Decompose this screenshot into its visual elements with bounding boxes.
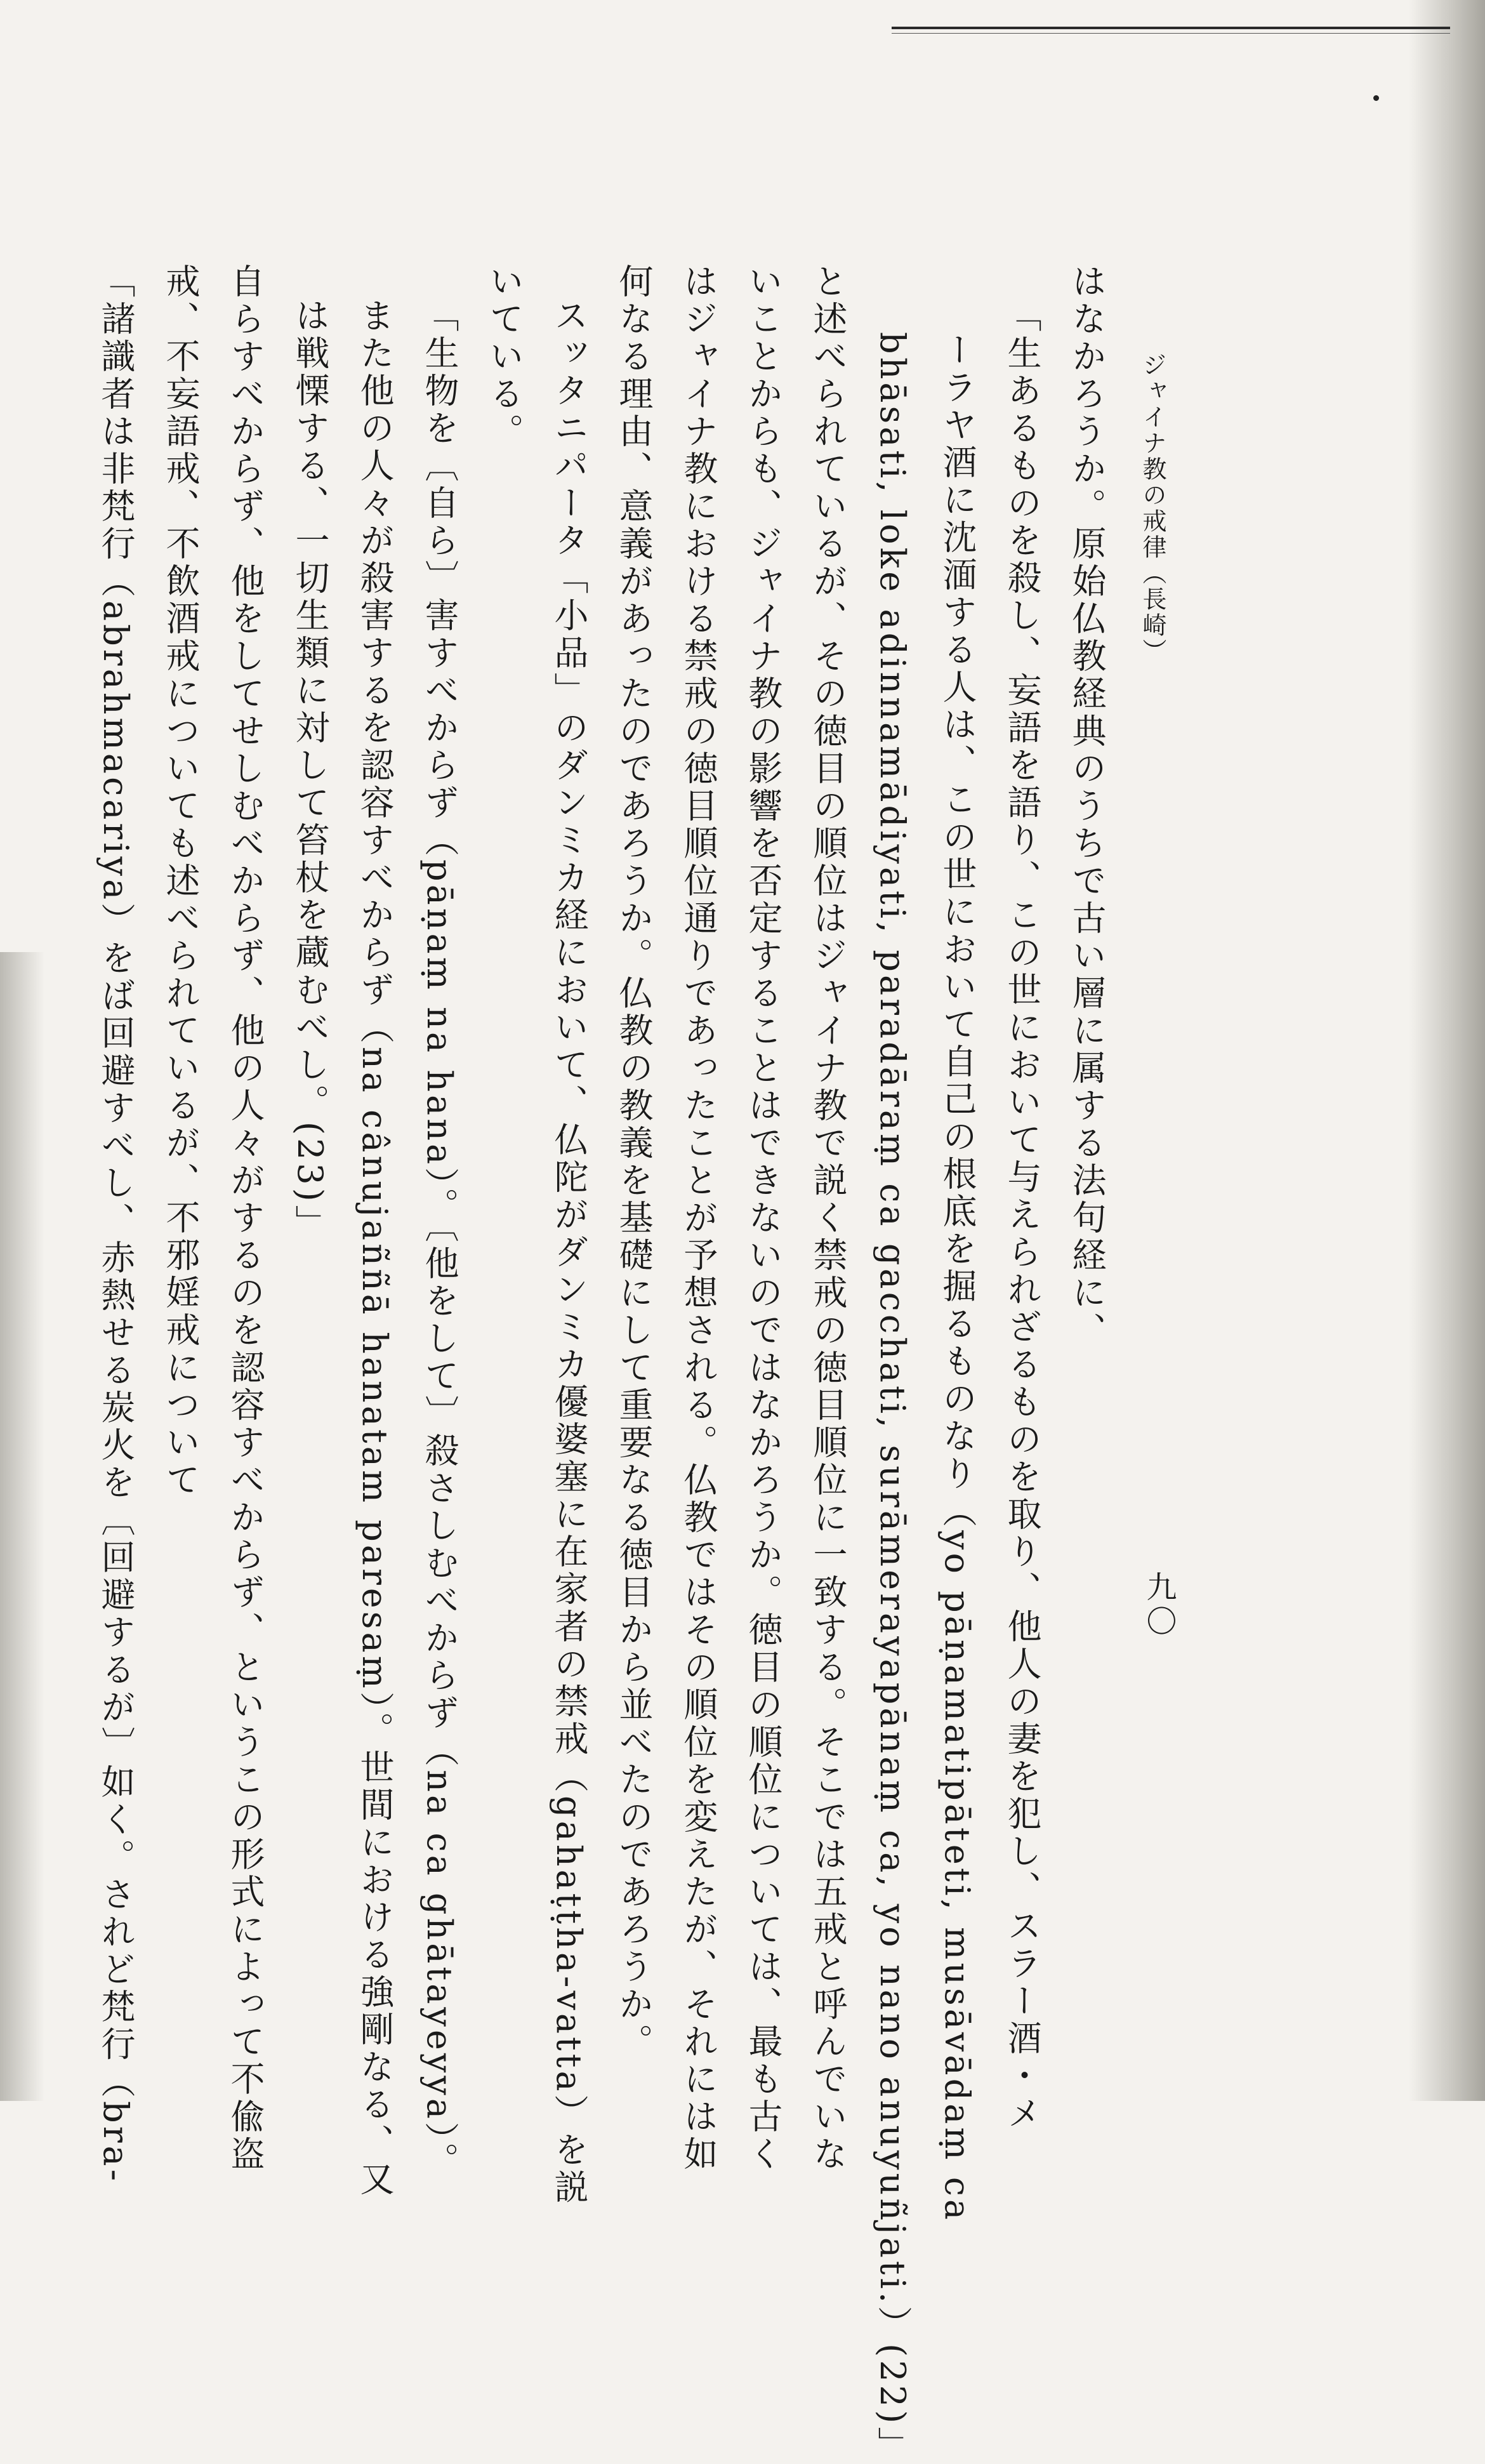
scan-shadow-right [1409, 0, 1485, 2101]
text-column-7: はジャイナ教における禁戒の徳目順位通りであったことが予想される。仏教ではその順位を変えたが、それには如 [678, 263, 718, 2173]
text-column-16: 「諸識者は非梵行（abrahmacariya）をば回避すべし、赤熱せる炭火を〔回避するが〕如く。されど梵行（bra- [96, 263, 136, 2184]
text-column-13: は戦慄する、一切生類に対して笞杖を蔵むべし。(23)」 [290, 298, 330, 1242]
text-column-8: 何なる理由、意義があったのであろうか。仏教の教義を基礎にして重要なる徳目から並べたのであろうか。 [614, 263, 654, 2061]
text-column-1: はなかろうか。原始仏教経典のうちで古い層に属する法句経に、 [1067, 263, 1107, 1349]
text-column-3: ーラヤ酒に沈湎する人は、この世において自己の根底を掘るものなり（yo pāṇamatipāteti, musāvādaṃ ca [937, 332, 977, 2223]
text-column-15: 戒、不妄語戒、不飲酒戒についても述べられているが、不邪婬戒について [161, 263, 201, 1499]
text-column-10: いている。 [484, 263, 524, 451]
text-column-2: 「生あるものを殺し、妄語を語り、この世において与えられざるものを取り、他人の妻を犯し、スラー酒・メ [1002, 298, 1042, 2133]
text-column-11: 「生物を〔自ら〕害すべからず（pāṇaṃ na hana）。〔他をして〕殺さしむべからず（na ca ghātayeyya）。 [419, 298, 459, 2180]
running-header: ジャイナ教の戒律（長崎） [1138, 352, 1166, 665]
page-number: 九〇 [1141, 1571, 1177, 1639]
top-rule-thin [892, 33, 1450, 34]
text-column-14: 自らすべからず、他をしてせしむべからず、他の人々がするのを認容すべからず、というこの形式によって不偸盗 [225, 263, 265, 2173]
ink-speck [1373, 95, 1379, 101]
text-column-9: スッタニパータ「小品」のダンミカ経において、仏陀がダンミカ優婆塞に在家者の禁戒（gahaṭṭha-vatta）を説 [549, 298, 589, 2207]
text-column-5: と述べられているが、その徳目の順位はジャイナ教で説く禁戒の徳目順位に一致する。そこでは五戒と呼んでいな [808, 263, 848, 2173]
top-rule [892, 27, 1450, 29]
text-column-4: bhāsati, loke adinnamādiyati, paradāraṃ ca gacchati, surāmerayapānaṃ ca, yo nano anuyuñjati.）(22)」 [873, 332, 913, 2464]
text-column-12: また他の人々が殺害するを認容すべからず（na cânujaññā hanatam paresaṃ）。世間における強剛なる、又 [355, 298, 395, 2199]
text-column-6: いことからも、ジャイナ教の影響を否定することはできないのではなかろうか。徳目の順位については、最も古く [743, 263, 783, 2173]
scan-shadow-left [0, 952, 44, 2101]
